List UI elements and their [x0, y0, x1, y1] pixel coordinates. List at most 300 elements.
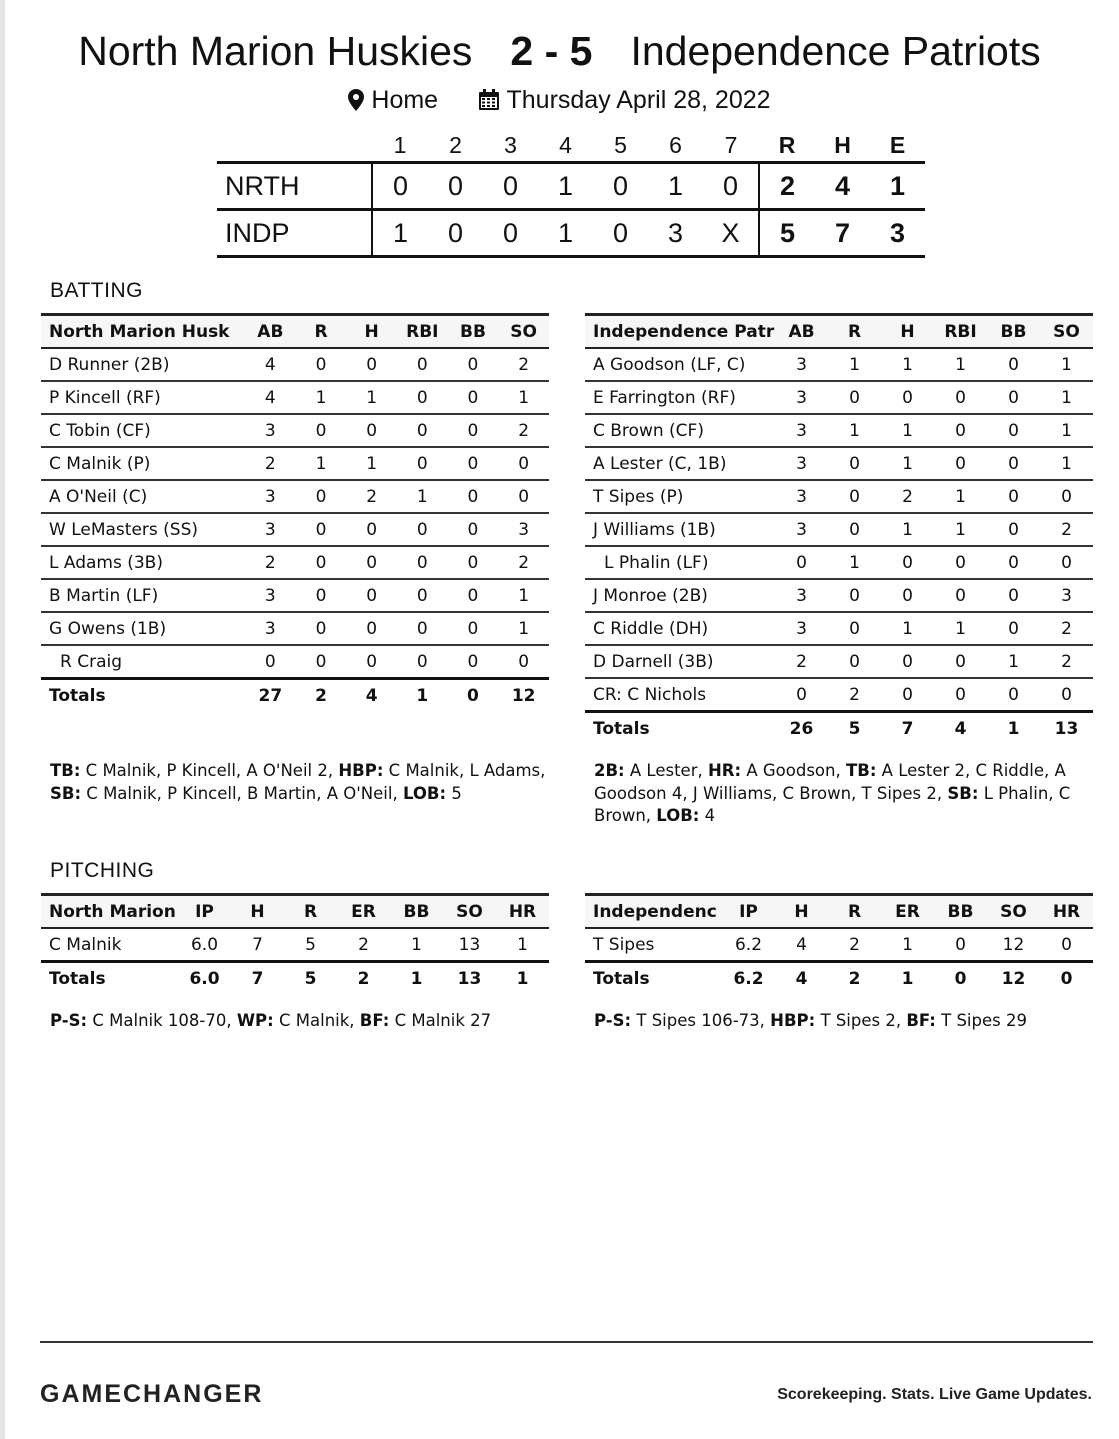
- player-name: L Phalin (LF): [585, 546, 775, 579]
- player-row: [41, 645, 549, 679]
- totals-label: Totals: [41, 679, 245, 712]
- runs-header: R: [778, 132, 796, 158]
- totals-row: [585, 962, 1093, 995]
- player-stat: 3: [775, 612, 828, 645]
- player-stat: 3: [775, 348, 828, 381]
- player-stat: 3: [245, 414, 296, 447]
- note-label: WP:: [236, 1011, 274, 1030]
- player-stat: 0: [448, 381, 499, 414]
- player-stat: 2: [498, 348, 549, 381]
- stat-column-header: SO: [443, 895, 496, 929]
- pitching-table-home: [585, 893, 1093, 994]
- total-stat: 6.2: [722, 962, 775, 995]
- player-stat: 0: [448, 612, 499, 645]
- note-text: T Sipes 106-73,: [631, 1011, 771, 1030]
- stat-column-header: IP: [722, 895, 775, 929]
- player-name: A O'Neil (C): [41, 480, 245, 513]
- inning-score: 0: [483, 210, 538, 257]
- player-stat: 0: [498, 447, 549, 480]
- game-date: Thursday April 28, 2022: [506, 86, 771, 114]
- player-stat: 0: [881, 678, 934, 712]
- gamechanger-logo: GAMECHANGER: [40, 1380, 264, 1408]
- player-stat: 1: [881, 612, 934, 645]
- inning-score: 0: [703, 163, 759, 210]
- player-stat: 4: [245, 381, 296, 414]
- note-label: HBP:: [770, 1011, 816, 1030]
- player-stat: 0: [397, 414, 448, 447]
- player-stat: 0: [448, 645, 499, 679]
- player-stat: 3: [245, 612, 296, 645]
- player-stat: 0: [987, 381, 1040, 414]
- player-name: C Brown (CF): [585, 414, 775, 447]
- total-stat: 2: [296, 679, 347, 712]
- player-name: C Malnik: [41, 928, 178, 962]
- player-stat: 1: [881, 414, 934, 447]
- total-stat: 1: [397, 679, 448, 712]
- player-stat: 1: [881, 513, 934, 546]
- total-stat: 7: [231, 962, 284, 995]
- total-stat: 1: [390, 962, 443, 995]
- player-name: A Goodson (LF, C): [585, 348, 775, 381]
- player-stat: 4: [245, 348, 296, 381]
- player-stat: 1: [881, 447, 934, 480]
- player-stat: 1: [1040, 447, 1093, 480]
- player-stat: 0: [448, 414, 499, 447]
- team-column-header: Independence Patr: [585, 315, 775, 349]
- player-name: B Martin (LF): [41, 579, 245, 612]
- stat-column-header: H: [346, 315, 397, 349]
- note-text: T Sipes 2,: [815, 1011, 907, 1030]
- player-stat: 3: [775, 381, 828, 414]
- player-stat: 0: [296, 645, 347, 679]
- player-stat: 0: [397, 612, 448, 645]
- player-row: [585, 645, 1093, 678]
- hits-total: 7: [815, 210, 870, 257]
- pitching-notes-home: [594, 1010, 1088, 1033]
- game-meta: [0, 86, 1119, 115]
- note-text: 5: [446, 783, 462, 803]
- total-stat: 0: [1040, 962, 1093, 995]
- note-text: C Malnik 108-70,: [87, 1011, 237, 1030]
- total-stat: 0: [448, 679, 499, 712]
- errors-total: 1: [870, 163, 925, 210]
- stat-column-header: H: [775, 895, 828, 929]
- player-stat: 0: [934, 928, 987, 962]
- totals-row: [41, 962, 549, 995]
- team-column-header: North Marion Husk: [41, 315, 245, 349]
- player-stat: 0: [397, 579, 448, 612]
- player-row: [41, 546, 549, 579]
- player-stat: 0: [934, 414, 987, 447]
- linescore-header-row: [217, 130, 925, 163]
- team-column-header: North Marion: [41, 895, 178, 929]
- player-stat: 0: [448, 480, 499, 513]
- player-name: G Owens (1B): [41, 612, 245, 645]
- inning-score: 0: [372, 163, 428, 210]
- player-stat: 0: [828, 513, 881, 546]
- inning-score: 0: [428, 210, 483, 257]
- player-stat: 0: [346, 612, 397, 645]
- player-stat: 0: [296, 513, 347, 546]
- player-stat: 1: [1040, 414, 1093, 447]
- stat-column-header: R: [828, 895, 881, 929]
- inning-header: 2: [449, 132, 462, 158]
- player-row: [41, 579, 549, 612]
- stat-column-header: AB: [245, 315, 296, 349]
- player-row: [585, 579, 1093, 612]
- player-stat: 3: [245, 480, 296, 513]
- player-stat: 2: [1040, 645, 1093, 678]
- player-stat: 5: [284, 928, 337, 962]
- inning-score: X: [703, 210, 759, 257]
- player-stat: 1: [496, 928, 549, 962]
- player-row: [585, 447, 1093, 480]
- player-stat: 0: [987, 546, 1040, 579]
- stat-column-header: R: [284, 895, 337, 929]
- total-stat: 12: [987, 962, 1040, 995]
- player-stat: 0: [987, 348, 1040, 381]
- player-stat: 1: [296, 447, 347, 480]
- player-stat: 1: [390, 928, 443, 962]
- player-stat: 0: [987, 447, 1040, 480]
- player-stat: 4: [775, 928, 828, 962]
- player-stat: 1: [934, 348, 987, 381]
- player-stat: 2: [346, 480, 397, 513]
- total-stat: 4: [934, 712, 987, 745]
- player-stat: 0: [245, 645, 296, 679]
- player-stat: 3: [775, 480, 828, 513]
- player-row: [41, 447, 549, 480]
- stat-column-header: RBI: [397, 315, 448, 349]
- player-stat: 3: [245, 513, 296, 546]
- player-stat: 0: [775, 546, 828, 579]
- note-label: TB:: [845, 761, 877, 780]
- home-team-name: Independence Patriots: [630, 28, 1041, 74]
- player-stat: 1: [828, 348, 881, 381]
- player-stat: 2: [1040, 612, 1093, 645]
- stat-column-header: HR: [496, 895, 549, 929]
- player-row: [585, 381, 1093, 414]
- player-stat: 0: [296, 579, 347, 612]
- total-stat: 1: [496, 962, 549, 995]
- total-stat: 26: [775, 712, 828, 745]
- note-text: A Lester 2, C Riddle, A Goodson 4, J Williams, C Brown, T Sipes 2,: [594, 761, 1066, 803]
- stat-column-header: ER: [881, 895, 934, 929]
- runs-total: 5: [759, 210, 815, 257]
- player-stat: 0: [828, 447, 881, 480]
- player-stat: 0: [296, 612, 347, 645]
- total-stat: 6.0: [178, 962, 231, 995]
- player-stat: 1: [346, 447, 397, 480]
- total-stat: 4: [775, 962, 828, 995]
- total-stat: 0: [934, 962, 987, 995]
- note-label: TB:: [50, 761, 81, 780]
- note-label: LOB:: [402, 783, 447, 803]
- player-stat: 1: [346, 381, 397, 414]
- player-stat: 1: [828, 414, 881, 447]
- player-stat: 0: [987, 414, 1040, 447]
- inning-header: 4: [559, 132, 572, 158]
- player-name: C Malnik (P): [41, 447, 245, 480]
- player-stat: 3: [245, 579, 296, 612]
- note-label: 2B:: [594, 761, 625, 780]
- stat-column-header: ER: [337, 895, 390, 929]
- pitching-notes-away: [50, 1010, 550, 1033]
- inning-score: 0: [483, 163, 538, 210]
- player-stat: 0: [346, 414, 397, 447]
- player-stat: 1: [934, 612, 987, 645]
- player-stat: 0: [828, 612, 881, 645]
- totals-label: Totals: [585, 962, 722, 995]
- player-row: [41, 928, 549, 962]
- player-stat: 0: [987, 480, 1040, 513]
- final-score: 2 - 5: [510, 28, 593, 74]
- note-label: P-S:: [594, 1011, 632, 1030]
- player-stat: 0: [987, 579, 1040, 612]
- player-name: T Sipes (P): [585, 480, 775, 513]
- linescore-row-home: [217, 210, 925, 257]
- player-name: D Darnell (3B): [585, 645, 775, 678]
- note-text: 4: [699, 806, 716, 825]
- errors-total: 3: [870, 210, 925, 257]
- player-stat: 0: [397, 546, 448, 579]
- note-label: BF:: [906, 1011, 936, 1030]
- page-edge: [0, 0, 5, 1439]
- player-stat: 13: [443, 928, 496, 962]
- player-stat: 0: [346, 645, 397, 679]
- player-stat: 0: [397, 513, 448, 546]
- stat-column-header: H: [881, 315, 934, 349]
- stat-column-header: AB: [775, 315, 828, 349]
- linescore-team: INDP: [217, 210, 372, 257]
- errors-header: E: [889, 132, 906, 158]
- player-stat: 3: [775, 579, 828, 612]
- batting-table-away: [41, 313, 549, 711]
- player-name: CR: C Nichols: [585, 678, 775, 712]
- player-stat: 0: [987, 612, 1040, 645]
- player-row: [585, 612, 1093, 645]
- player-stat: 2: [775, 645, 828, 678]
- player-stat: 0: [828, 579, 881, 612]
- stat-column-header: SO: [987, 895, 1040, 929]
- player-name: P Kincell (RF): [41, 381, 245, 414]
- stats-header-row: [585, 895, 1093, 929]
- player-stat: 2: [828, 928, 881, 962]
- calendar-icon: [478, 89, 500, 111]
- player-stat: 0: [346, 348, 397, 381]
- inning-header: 1: [393, 132, 407, 158]
- player-stat: 1: [934, 513, 987, 546]
- player-stat: 0: [934, 645, 987, 678]
- player-stat: 0: [1040, 928, 1093, 962]
- inning-score: 1: [648, 163, 703, 210]
- inning-score: 3: [648, 210, 703, 257]
- player-row: [585, 513, 1093, 546]
- player-stat: 1: [828, 546, 881, 579]
- player-stat: 0: [296, 480, 347, 513]
- inning-score: 1: [538, 163, 593, 210]
- player-row: [585, 480, 1093, 513]
- player-stat: 0: [934, 447, 987, 480]
- player-stat: 0: [448, 348, 499, 381]
- player-row: [41, 381, 549, 414]
- stats-header-row: [41, 895, 549, 929]
- total-stat: 4: [346, 679, 397, 712]
- player-stat: 0: [934, 678, 987, 712]
- inning-score: 0: [593, 210, 648, 257]
- player-row: [41, 348, 549, 381]
- player-row: [41, 612, 549, 645]
- player-row: [585, 928, 1093, 962]
- note-text: C Malnik 27: [389, 1011, 492, 1030]
- team-column-header: Independenc: [585, 895, 722, 929]
- linescore-team-header: [217, 130, 372, 163]
- stat-column-header: BB: [987, 315, 1040, 349]
- player-stat: 0: [448, 579, 499, 612]
- player-stat: 0: [296, 546, 347, 579]
- inning-header: 6: [669, 132, 682, 158]
- player-stat: 1: [1040, 348, 1093, 381]
- player-stat: 0: [346, 546, 397, 579]
- player-stat: 1: [934, 480, 987, 513]
- note-text: T Sipes 29: [935, 1011, 1027, 1030]
- note-text: A Lester,: [624, 761, 708, 780]
- inning-header: 7: [724, 132, 738, 158]
- batting-section-title: BATTING: [50, 279, 143, 302]
- note-text: L Phalin, C Brown,: [594, 783, 1071, 825]
- note-label: BF:: [359, 1011, 390, 1030]
- player-stat: 0: [397, 348, 448, 381]
- player-stat: 1: [881, 348, 934, 381]
- player-row: [41, 480, 549, 513]
- player-stat: 1: [881, 928, 934, 962]
- player-stat: 0: [448, 447, 499, 480]
- total-stat: 5: [828, 712, 881, 745]
- player-stat: 1: [296, 381, 347, 414]
- player-name: T Sipes: [585, 928, 722, 962]
- player-name: J Monroe (2B): [585, 579, 775, 612]
- linescore-team: NRTH: [217, 163, 372, 210]
- inning-header: 5: [614, 132, 627, 158]
- stat-column-header: H: [231, 895, 284, 929]
- player-stat: 0: [934, 579, 987, 612]
- note-text: C Malnik,: [273, 1011, 360, 1030]
- player-stat: 7: [231, 928, 284, 962]
- player-stat: 0: [881, 546, 934, 579]
- player-name: C Tobin (CF): [41, 414, 245, 447]
- player-stat: 12: [987, 928, 1040, 962]
- footer-divider: [40, 1341, 1093, 1343]
- player-name: A Lester (C, 1B): [585, 447, 775, 480]
- stat-column-header: R: [296, 315, 347, 349]
- player-stat: 1: [987, 645, 1040, 678]
- stats-header-row: [41, 315, 549, 349]
- note-label: LOB:: [656, 806, 700, 825]
- location-label: Home: [371, 86, 439, 114]
- note-label: P-S:: [50, 1011, 88, 1030]
- total-stat: 1: [987, 712, 1040, 745]
- player-stat: 0: [881, 645, 934, 678]
- player-stat: 0: [1040, 480, 1093, 513]
- totals-row: [585, 712, 1093, 745]
- player-stat: 0: [987, 678, 1040, 712]
- note-label: SB:: [947, 783, 979, 803]
- total-stat: 13: [443, 962, 496, 995]
- player-stat: 2: [498, 414, 549, 447]
- player-row: [585, 546, 1093, 579]
- player-row: [585, 678, 1093, 712]
- player-stat: 3: [775, 447, 828, 480]
- player-stat: 0: [296, 414, 347, 447]
- stat-column-header: SO: [498, 315, 549, 349]
- total-stat: 1: [881, 962, 934, 995]
- player-stat: 1: [498, 381, 549, 414]
- player-stat: 6.0: [178, 928, 231, 962]
- footer-tagline: Scorekeeping. Stats. Live Game Updates.: [777, 1386, 1092, 1403]
- player-stat: 0: [448, 546, 499, 579]
- player-stat: 0: [881, 381, 934, 414]
- player-stat: 0: [934, 381, 987, 414]
- player-stat: 0: [346, 579, 397, 612]
- player-stat: 0: [1040, 546, 1093, 579]
- note-text: A Goodson,: [741, 761, 846, 780]
- player-stat: 2: [881, 480, 934, 513]
- totals-row: [41, 679, 549, 712]
- inning-score: 1: [372, 210, 428, 257]
- player-stat: 0: [397, 381, 448, 414]
- totals-label: Totals: [585, 712, 775, 745]
- player-stat: 2: [1040, 513, 1093, 546]
- linescore-row-away: [217, 163, 925, 210]
- player-stat: 0: [775, 678, 828, 712]
- player-stat: 3: [498, 513, 549, 546]
- player-stat: 0: [987, 513, 1040, 546]
- note-label: HR:: [707, 761, 742, 780]
- stat-column-header: R: [828, 315, 881, 349]
- batting-notes-away: [50, 760, 550, 805]
- note-label: HBP:: [338, 761, 384, 780]
- player-name: D Runner (2B): [41, 348, 245, 381]
- player-name: L Adams (3B): [41, 546, 245, 579]
- total-stat: 2: [337, 962, 390, 995]
- player-stat: 0: [1040, 678, 1093, 712]
- stat-column-header: BB: [390, 895, 443, 929]
- note-text: C Malnik, L Adams,: [383, 761, 546, 780]
- player-row: [41, 414, 549, 447]
- location-pin-icon: [348, 89, 364, 111]
- player-name: C Riddle (DH): [585, 612, 775, 645]
- totals-label: Totals: [41, 962, 178, 995]
- note-label: SB:: [50, 783, 82, 803]
- inning-score: 1: [538, 210, 593, 257]
- player-stat: 0: [498, 645, 549, 679]
- player-stat: 0: [397, 645, 448, 679]
- player-stat: 2: [337, 928, 390, 962]
- player-stat: 0: [498, 480, 549, 513]
- stats-header-row: [585, 315, 1093, 349]
- pitching-section-title: PITCHING: [50, 859, 155, 882]
- game-header: [0, 28, 1119, 75]
- player-stat: 0: [828, 645, 881, 678]
- player-stat: 3: [775, 513, 828, 546]
- player-stat: 2: [498, 546, 549, 579]
- player-stat: 0: [397, 447, 448, 480]
- player-stat: 0: [828, 480, 881, 513]
- stat-column-header: BB: [448, 315, 499, 349]
- player-stat: 1: [1040, 381, 1093, 414]
- player-name: R Craig: [41, 645, 245, 679]
- player-name: W LeMasters (SS): [41, 513, 245, 546]
